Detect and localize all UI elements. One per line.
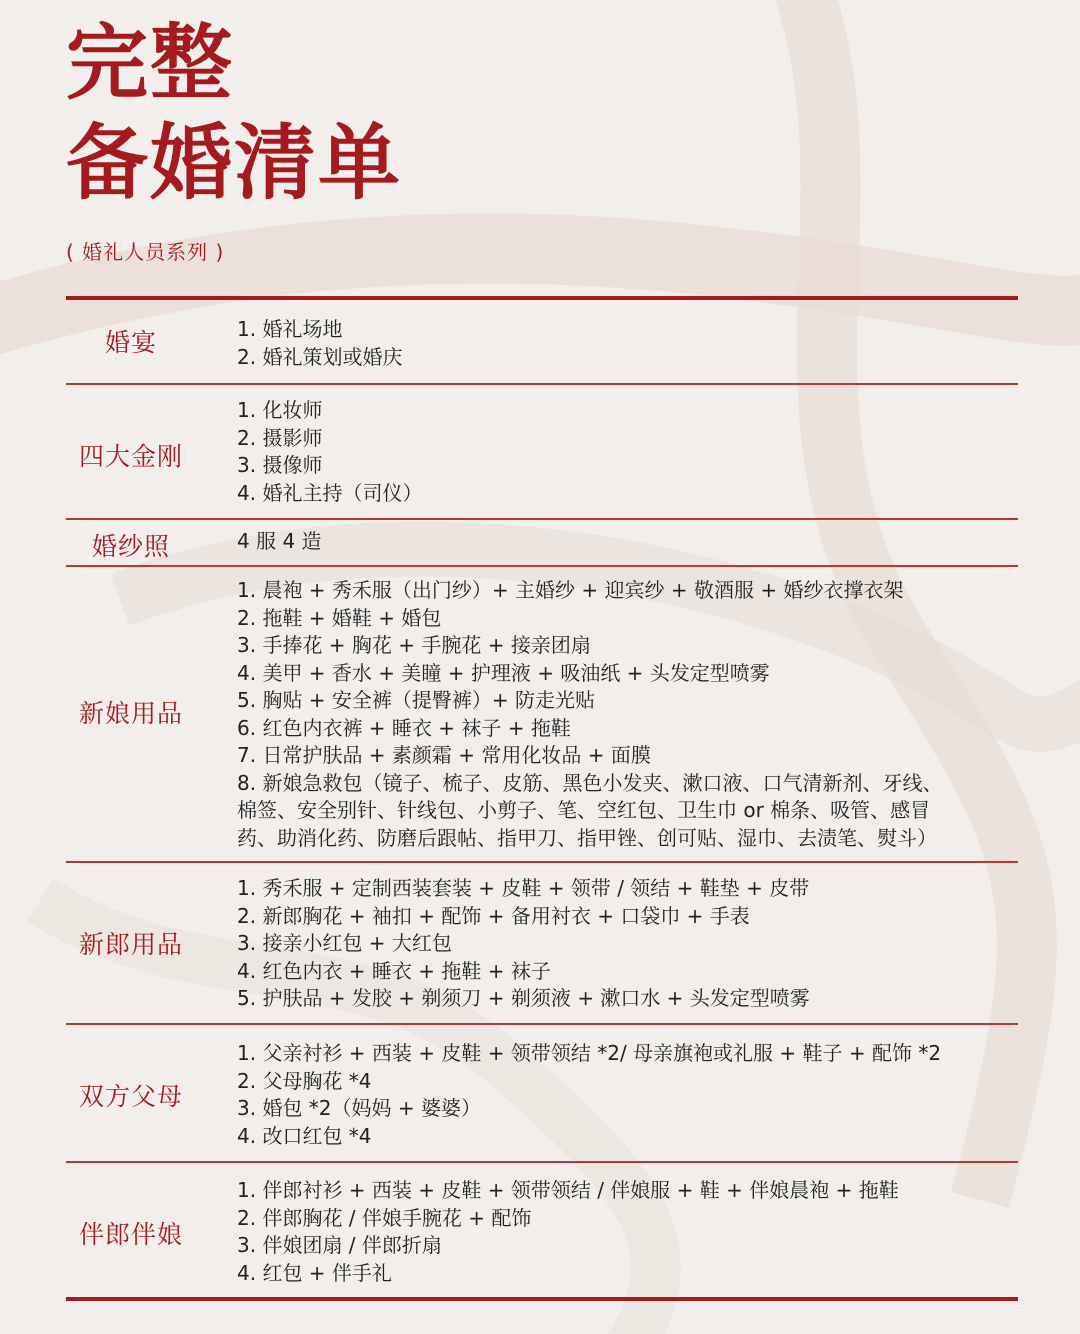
- subtitle: ( 婚礼人员系列 ): [66, 240, 225, 264]
- section-category: 新郎用品: [78, 930, 183, 959]
- list-item: 药、助消化药、防磨后跟帖、指甲刀、指甲锉、创可贴、湿巾、去渍笔、熨斗）: [237, 825, 937, 850]
- list-item: 2. 父母胸花 *4: [237, 1068, 372, 1093]
- list-item: 2. 拖鞋 + 婚鞋 + 婚包: [237, 605, 442, 630]
- section-groomsmen-bridesmaids: [66, 1163, 1018, 1297]
- section-category: 婚纱照: [91, 532, 170, 561]
- list-item: 1. 父亲衬衫 + 西装 + 皮鞋 + 领带领结 *2/ 母亲旗袍或礼服 + 鞋子 + 配饰 *2: [237, 1041, 942, 1065]
- section-category: 双方父母: [78, 1082, 183, 1111]
- section-items: [237, 316, 1027, 371]
- list-item: 7. 日常护肤品 + 素颜霜 + 常用化妆品 + 面膜: [237, 743, 651, 767]
- section-items: [237, 528, 1027, 556]
- list-item: 4. 美甲 + 香水 + 美瞳 + 护理液 + 吸油纸 + 头发定型喷雾: [237, 660, 770, 685]
- list-item: 1. 秀禾服 + 定制西装套装 + 皮鞋 + 领带 / 领结 + 鞋垫 + 皮带: [237, 876, 810, 900]
- page-title-line-2: 备婚清单: [66, 116, 403, 211]
- section-groom-items: [66, 863, 1018, 1023]
- section-category: 新娘用品: [78, 699, 183, 728]
- list-item: 4. 红色内衣 + 睡衣 + 拖鞋 + 袜子: [237, 958, 551, 983]
- section-items: [237, 875, 1027, 1013]
- section-wedding-photos: [66, 520, 1018, 565]
- list-item: 3. 接亲小红包 + 大红包: [237, 931, 452, 955]
- list-item: 6. 红色内衣裤 + 睡衣 + 袜子 + 拖鞋: [237, 715, 571, 740]
- list-item: 4 服 4 造: [237, 529, 322, 553]
- section-category: 伴郎伴娘: [78, 1220, 183, 1249]
- list-item: 1. 化妆师: [237, 398, 323, 422]
- section-items: [237, 577, 1027, 852]
- list-item: 8. 新娘急救包（镜子、梳子、皮筋、黑色小发夹、漱口液、口气清新剂、牙线、: [237, 770, 943, 795]
- list-item: 2. 伴郎胸花 / 伴娘手腕花 + 配饰: [237, 1205, 532, 1230]
- list-item: 2. 摄影师: [237, 425, 323, 450]
- section-parents: [66, 1025, 1018, 1161]
- list-item: 4. 婚礼主持（司仪）: [237, 480, 423, 505]
- list-item: 棉签、安全别针、针线包、小剪子、笔、空红包、卫生巾 or 棉条、吸管、感冒: [237, 798, 931, 822]
- list-item: 5. 胸贴 + 安全裤（提臀裤）+ 防走光贴: [237, 688, 596, 712]
- page-title-line-1: 完整: [66, 16, 235, 111]
- list-item: 3. 摄像师: [237, 453, 323, 477]
- list-item: 3. 婚包 *2（妈妈 + 婆婆）: [237, 1096, 481, 1120]
- section-items: [237, 397, 1027, 507]
- list-item: 2. 新郎胸花 + 袖扣 + 配饰 + 备用衬衣 + 口袋巾 + 手表: [237, 903, 750, 928]
- list-item: 4. 红包 + 伴手礼: [237, 1260, 392, 1285]
- list-item: 1. 伴郎衬衫 + 西装 + 皮鞋 + 领带领结 / 伴娘服 + 鞋 + 伴娘晨袍 + 拖鞋: [237, 1178, 899, 1202]
- list-item: 3. 伴娘团扇 / 伴郎折扇: [237, 1233, 442, 1257]
- section-bride-items: [66, 567, 1018, 861]
- list-item: 5. 护肤品 + 发胶 + 剃须刀 + 剃须液 + 漱口水 + 头发定型喷雾: [237, 986, 810, 1010]
- section-category: 四大金刚: [78, 442, 183, 471]
- list-item: 1. 晨袍 + 秀禾服（出门纱）+ 主婚纱 + 迎宾纱 + 敬酒服 + 婚纱衣撑衣架: [237, 578, 904, 602]
- section-banquet: [66, 300, 1018, 383]
- bottom-divider: [66, 1297, 1018, 1301]
- list-item: 4. 改口红包 *4: [237, 1123, 372, 1148]
- list-item: 1. 婚礼场地: [237, 317, 343, 341]
- section-category: 婚宴: [104, 328, 157, 357]
- section-items: [237, 1040, 1027, 1150]
- list-item: 3. 手捧花 + 胸花 + 手腕花 + 接亲团扇: [237, 633, 591, 657]
- section-items: [237, 1177, 1027, 1287]
- section-four-vendors: [66, 385, 1018, 518]
- list-item: 2. 婚礼策划或婚庆: [237, 344, 403, 369]
